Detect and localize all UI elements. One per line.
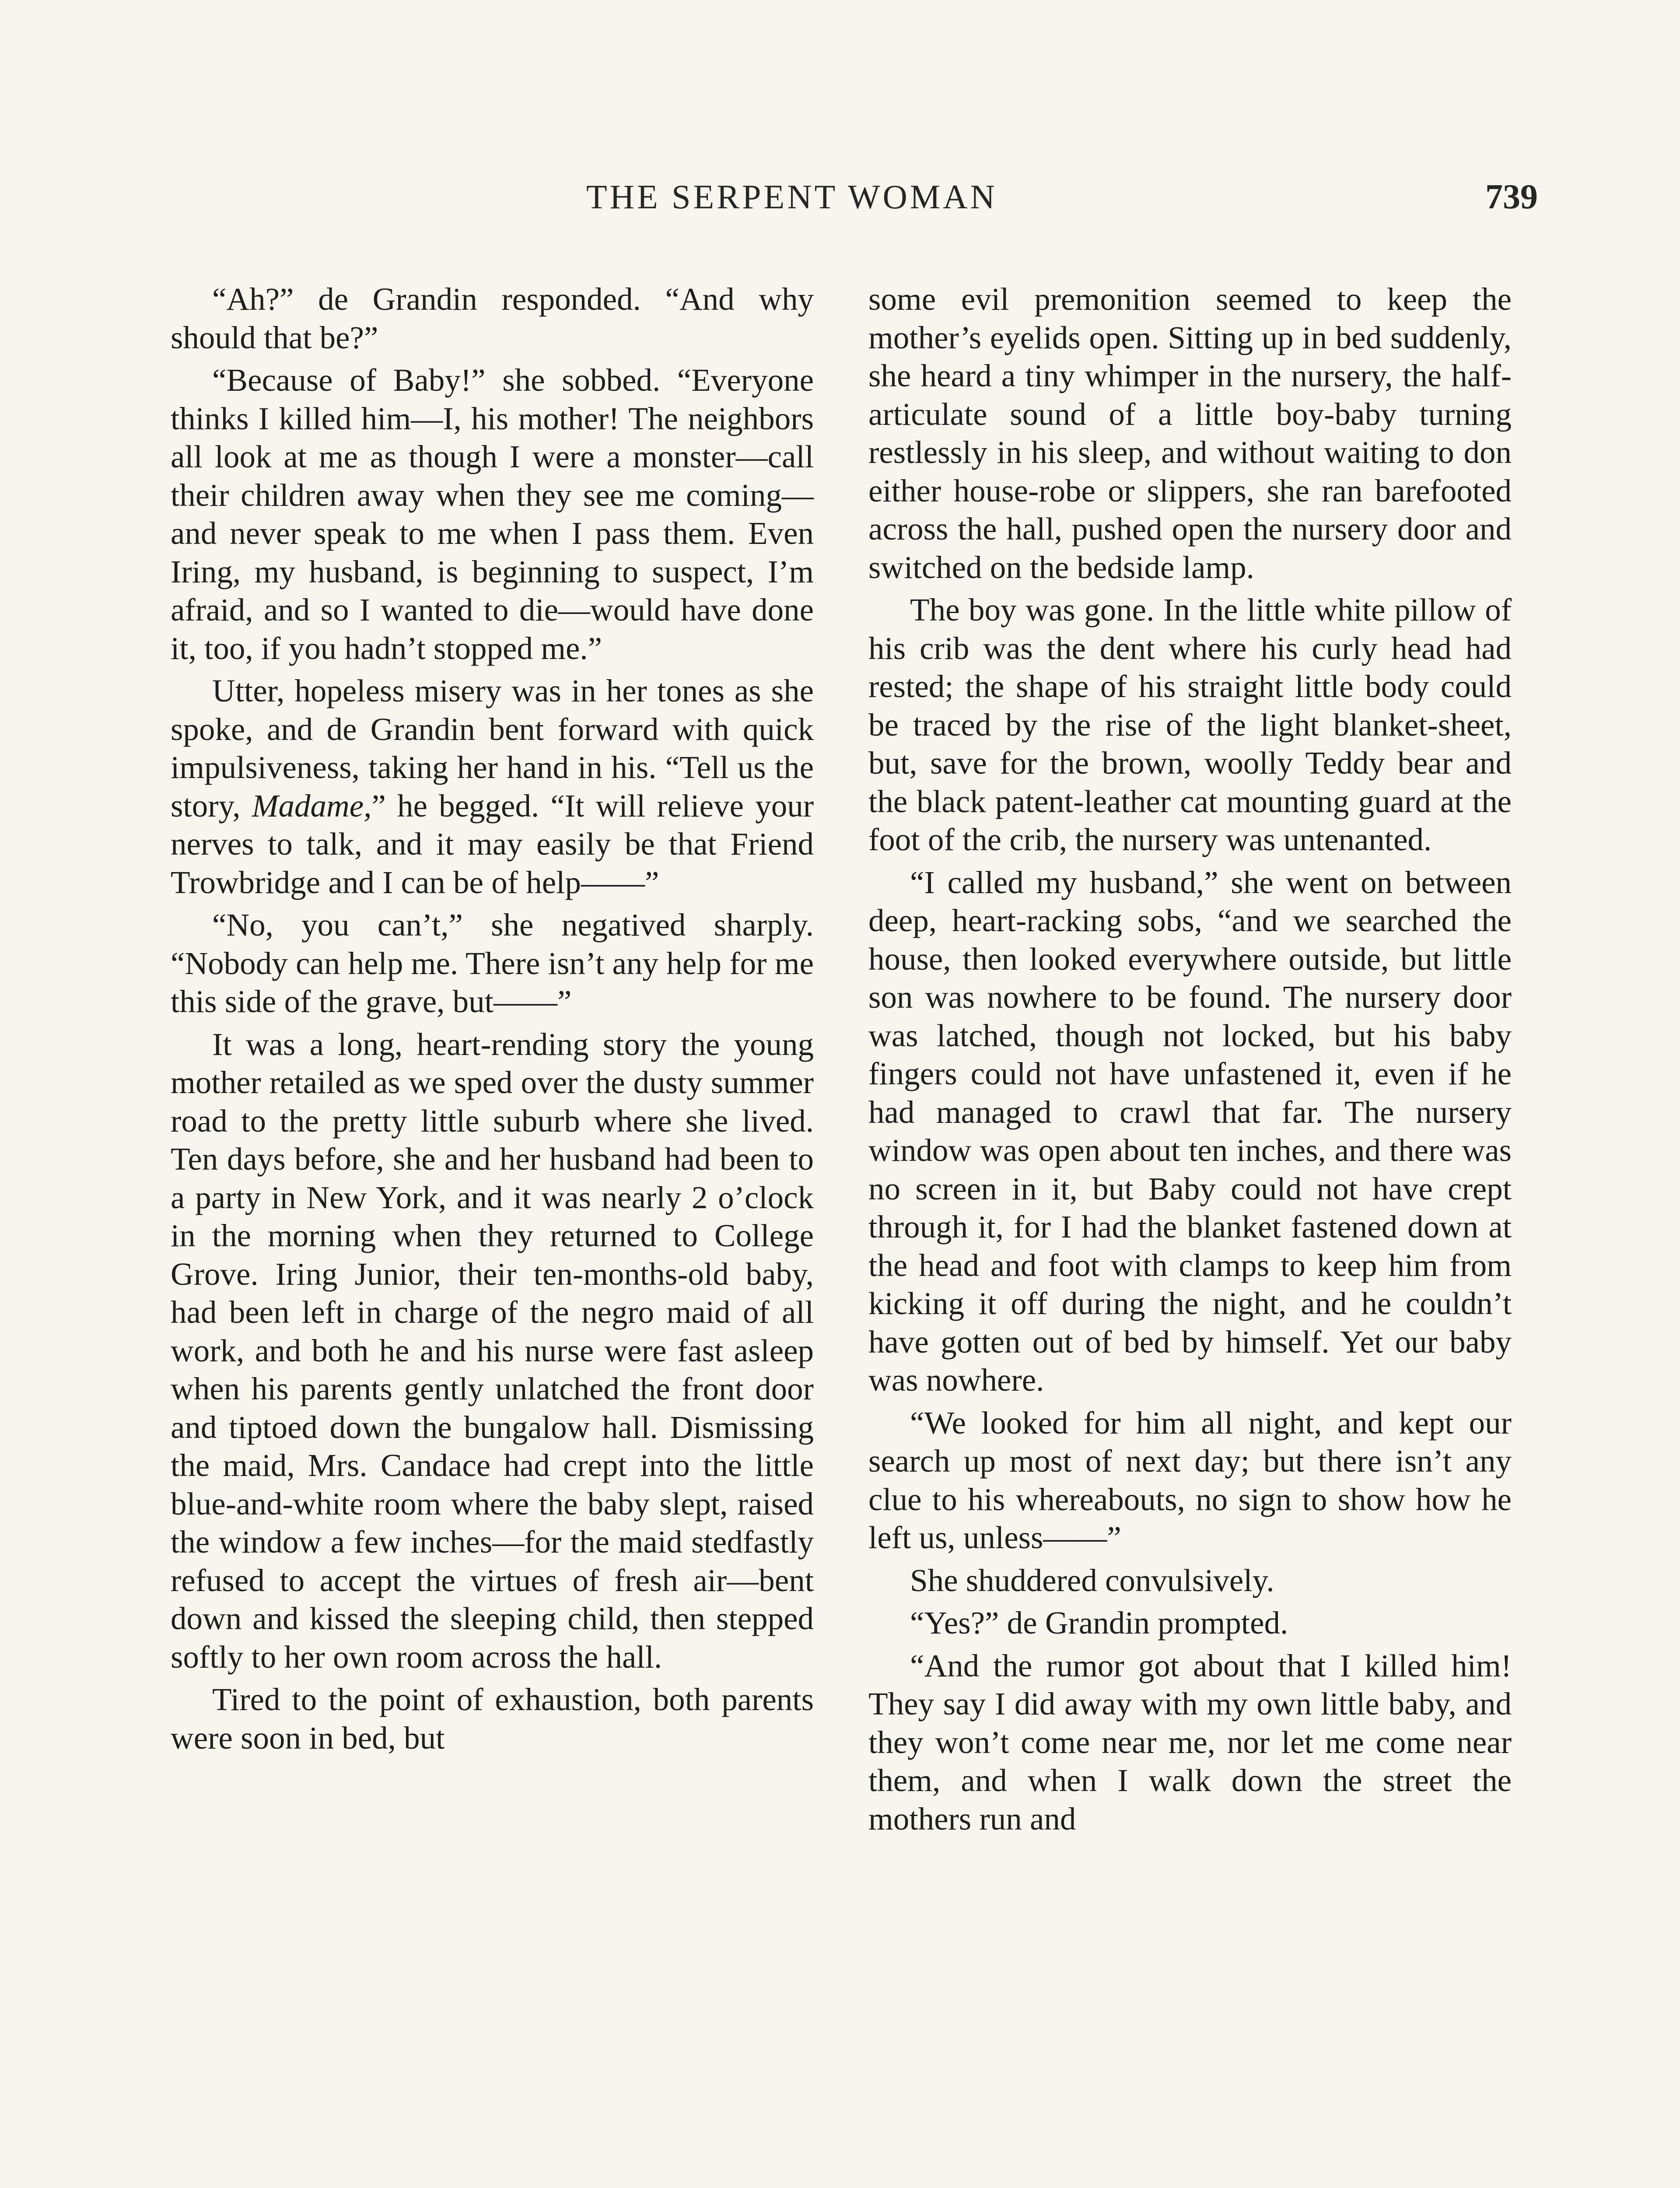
- paragraph: “No, you can’t,” she negatived sharply. “Nobody can help me. There isn’t any help for me this side of the grave, but——”: [171, 907, 814, 1019]
- paragraph: “We looked for him all night, and kept our search up most of next day; but there isn’t any clue to his whereabouts, no sign to show how he left us, unless——”: [868, 1405, 1512, 1555]
- paragraph: “Yes?” de Grandin prompted.: [910, 1605, 1288, 1641]
- page-number: 739: [1485, 178, 1538, 216]
- paragraph: Tired to the point of exhaustion, both parents were soon in bed, but: [171, 1682, 814, 1756]
- paragraph: some evil premonition seemed to keep the mother’s eyelids open. Sitting up in bed suddenly, she heard a tiny whimper in the nursery, the half-articulate sound of a little boy-baby turning restlessly in his sleep, and without waiting to don either house-robe or slippers, she ran barefooted across the hall, pushed open the nursery door and switched on the bedside lamp.: [868, 281, 1512, 585]
- italic-text: Madame,: [252, 788, 372, 824]
- left-column: [171, 280, 814, 1761]
- paragraph-text: ” he begged. “It will relieve your nerves to talk, and it may easily be that Friend Trowbridge and I can be of help——”: [171, 788, 814, 900]
- running-title: THE SERPENT WOMAN: [586, 178, 998, 216]
- paragraph: [171, 672, 814, 901]
- paragraph: She shuddered convulsively.: [910, 1562, 1274, 1598]
- paragraph: It was a long, heart-rending story the young mother retailed as we sped over the dusty summer road to the pretty little suburb where she lived. Ten days before, she and her husband had been to a party in New York, and it was nearly 2 o’clock in the morning when they returned to College Grove. Iring Junior, their ten-months-old baby, had been left in charge of the negro maid of all work, and both he and his nurse were fast asleep when his parents gently unlatched the front door and tiptoed down the bungalow hall. Dismissing the maid, Mrs. Candace had crept into the little blue-and-white room where the baby slept, raised the window a few inches—for the maid stedfastly refused to accept the virtues of fresh air—bent down and kissed the sleeping child, then stepped softly to her own room across the hall.: [171, 1026, 814, 1675]
- paragraph-text: Utter, hopeless misery was in her tones as she spoke, and de Grandin bent forward with quick impulsiveness, taking her hand in his. “Tell us the story,: [171, 673, 814, 824]
- paragraph: “Because of Baby!” she sobbed. “Everyone thinks I killed him—I, his mother! The neighbors all look at me as though I were a monster—call their children away when they see me coming—and never speak to me when I pass them. Even Iring, my husband, is beginning to suspect, I’m afraid, and so I wanted to die—would have done it, too, if you hadn’t stopped me.”: [171, 362, 814, 666]
- paragraph: “And the rumor got about that I killed him! They say I did away with my own little baby, and they won’t come near me, nor let me come near them, and when I walk down the street the mothers run and: [868, 1648, 1512, 1837]
- right-column: [868, 280, 1512, 1842]
- paragraph: “Ah?” de Grandin responded. “And why should that be?”: [171, 281, 814, 355]
- paragraph: “I called my husband,” she went on between deep, heart-racking sobs, “and we searched the house, then looked everywhere outside, but little son was nowhere to be found. The nursery door was latched, though not locked, but his baby fingers could not have unfastened it, even if he had managed to crawl that far. The nursery window was open about ten inches, and there was no screen in it, but Baby could not have crept through it, for I had the blanket fastened down at the head and foot with clamps to keep him from kicking it off during the night, and he couldn’t have gotten out of bed by himself. Yet our baby was nowhere.: [868, 864, 1512, 1398]
- paragraph: The boy was gone. In the little white pillow of his crib was the dent where his curly head had rested; the shape of his straight little body could be traced by the rise of the light blanket-sheet, but, save for the brown, woolly Teddy bear and the black patent-leather cat mounting guard at the foot of the crib, the nursery was untenanted.: [868, 592, 1512, 857]
